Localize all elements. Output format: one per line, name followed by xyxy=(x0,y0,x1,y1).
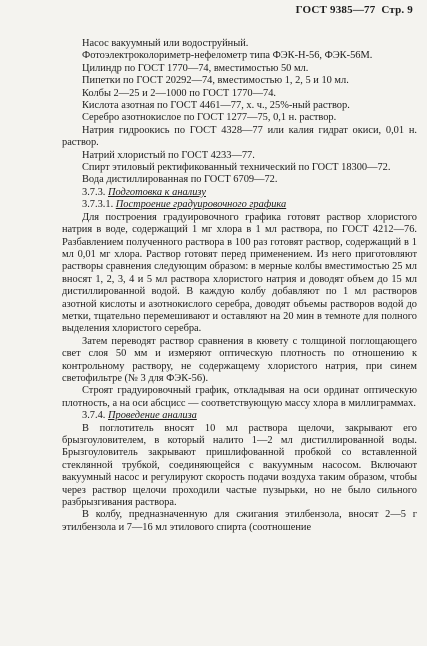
equipment-item: Насос вакуумный или водоструйный. xyxy=(82,38,249,49)
section-title: Подготовка к анализу xyxy=(108,186,206,198)
section-number: 3.7.4. xyxy=(82,410,106,422)
reagent-item: Натрий хлористый по ГОСТ 4233—77. xyxy=(82,149,255,161)
body-paragraph: В колбу, предназначенную для сжигания этилбензола, вносят 2—5 г этилбензола и 7—16 мл этилового спирта (соотношение xyxy=(62,509,417,533)
reagent-item: Вода дистиллированная по ГОСТ 6709—72. xyxy=(82,174,278,186)
section-number: 3.7.3. xyxy=(82,186,106,198)
body-paragraph: Строят градуировочный график, откладывая на оси ординат оптическую плотность, а на оси абсцисс — соответствующую массу хлора в миллиграммах. xyxy=(62,385,417,409)
page-header xyxy=(296,4,413,16)
standard-number: ГОСТ 9385—77 xyxy=(295,4,376,16)
equipment-item: Колбы 2—25 и 2—1000 по ГОСТ 1770—74. xyxy=(82,87,276,99)
body-paragraph: Затем переводят раствор сравнения в кювету с толщиной поглощающего свет слоя 50 мм и измеряют оптическую плотность по отношению к контрольному раствору, не содержащему хлористого натрия, при синем светофильтре (№ 3 для ФЭК-56). xyxy=(62,335,417,384)
section-heading-3-7-3 xyxy=(62,187,417,199)
section-heading-3-7-4 xyxy=(62,410,417,422)
document-body xyxy=(62,38,417,534)
section-number: 3.7.3.1. xyxy=(82,199,114,211)
reagent-item: Натрия гидроокись по ГОСТ 4328—77 или калия гидрат окиси, 0,01 н. раствор. xyxy=(62,124,417,149)
body-paragraph: В поглотитель вносят 10 мл раствора щелочи, закрывают его брызгоуловителем, в который налито 1—2 мл дистиллированной воды. Брызгоуловитель закрывают пришлифованной пробкой со вставленной стеклянной трубкой, соединяющейся с вакуумным насосом. Включают вакуумный насос и регулируют скорость подачи воздуха таким образом, чтобы через раствор щелочи проходили частые пузырьки, но не было сильного разбрызгивания раствора. xyxy=(62,422,417,509)
reagent-item: Серебро азотнокислое по ГОСТ 1277—75, 0,1 н. раствор. xyxy=(82,112,337,124)
equipment-item: Пипетки по ГОСТ 20292—74, вместимостью 1, 2, 5 и 10 мл. xyxy=(82,75,349,87)
page-number: Стр. 9 xyxy=(381,4,413,16)
equipment-item: Цилиндр по ГОСТ 1770—74, вместимостью 50 мл. xyxy=(82,62,309,74)
body-paragraph: Для построения градуировочного графика готовят раствор хлористого натрия в воде, содержащий 1 мг хлора в 1 мл раствора, по ГОСТ 4212—76. Разбавлением полученного раствора в 100 раз готовят раствор, содержащий в 1 мл 0,01 мг хлора. Раствор готовят перед применением. Из него приготовляют растворы сравнения следующим образом: в мерные колбы вместимостью 25 мл вносят 1, 2, 3, 4 и 5 мл раствора хлористого натрия и доводят объем до 15 мл дистиллированной водой. В каждую колбу добавляют по 1 мл растворов азотной кислоты и азотнокислого серебра, доводят объемы растворов водой до метки, тщательно перемешивают и оставляют на 20 мин в темноте для полного выделения хлористого серебра. xyxy=(62,211,417,335)
section-heading-3-7-3-1 xyxy=(62,199,417,211)
reagent-item: Спирт этиловый ректификованный технический по ГОСТ 18300—72. xyxy=(82,162,391,174)
reagent-item: Кислота азотная по ГОСТ 4461—77, х. ч., 25%-ный раствор. xyxy=(82,100,350,112)
section-title: Проведение анализа xyxy=(108,410,197,422)
equipment-item: Фотоэлектроколориметр-нефелометр типа ФЭК-Н-56, ФЭК-56М. xyxy=(82,50,373,62)
section-title: Построение градуировочного графика xyxy=(115,199,287,211)
